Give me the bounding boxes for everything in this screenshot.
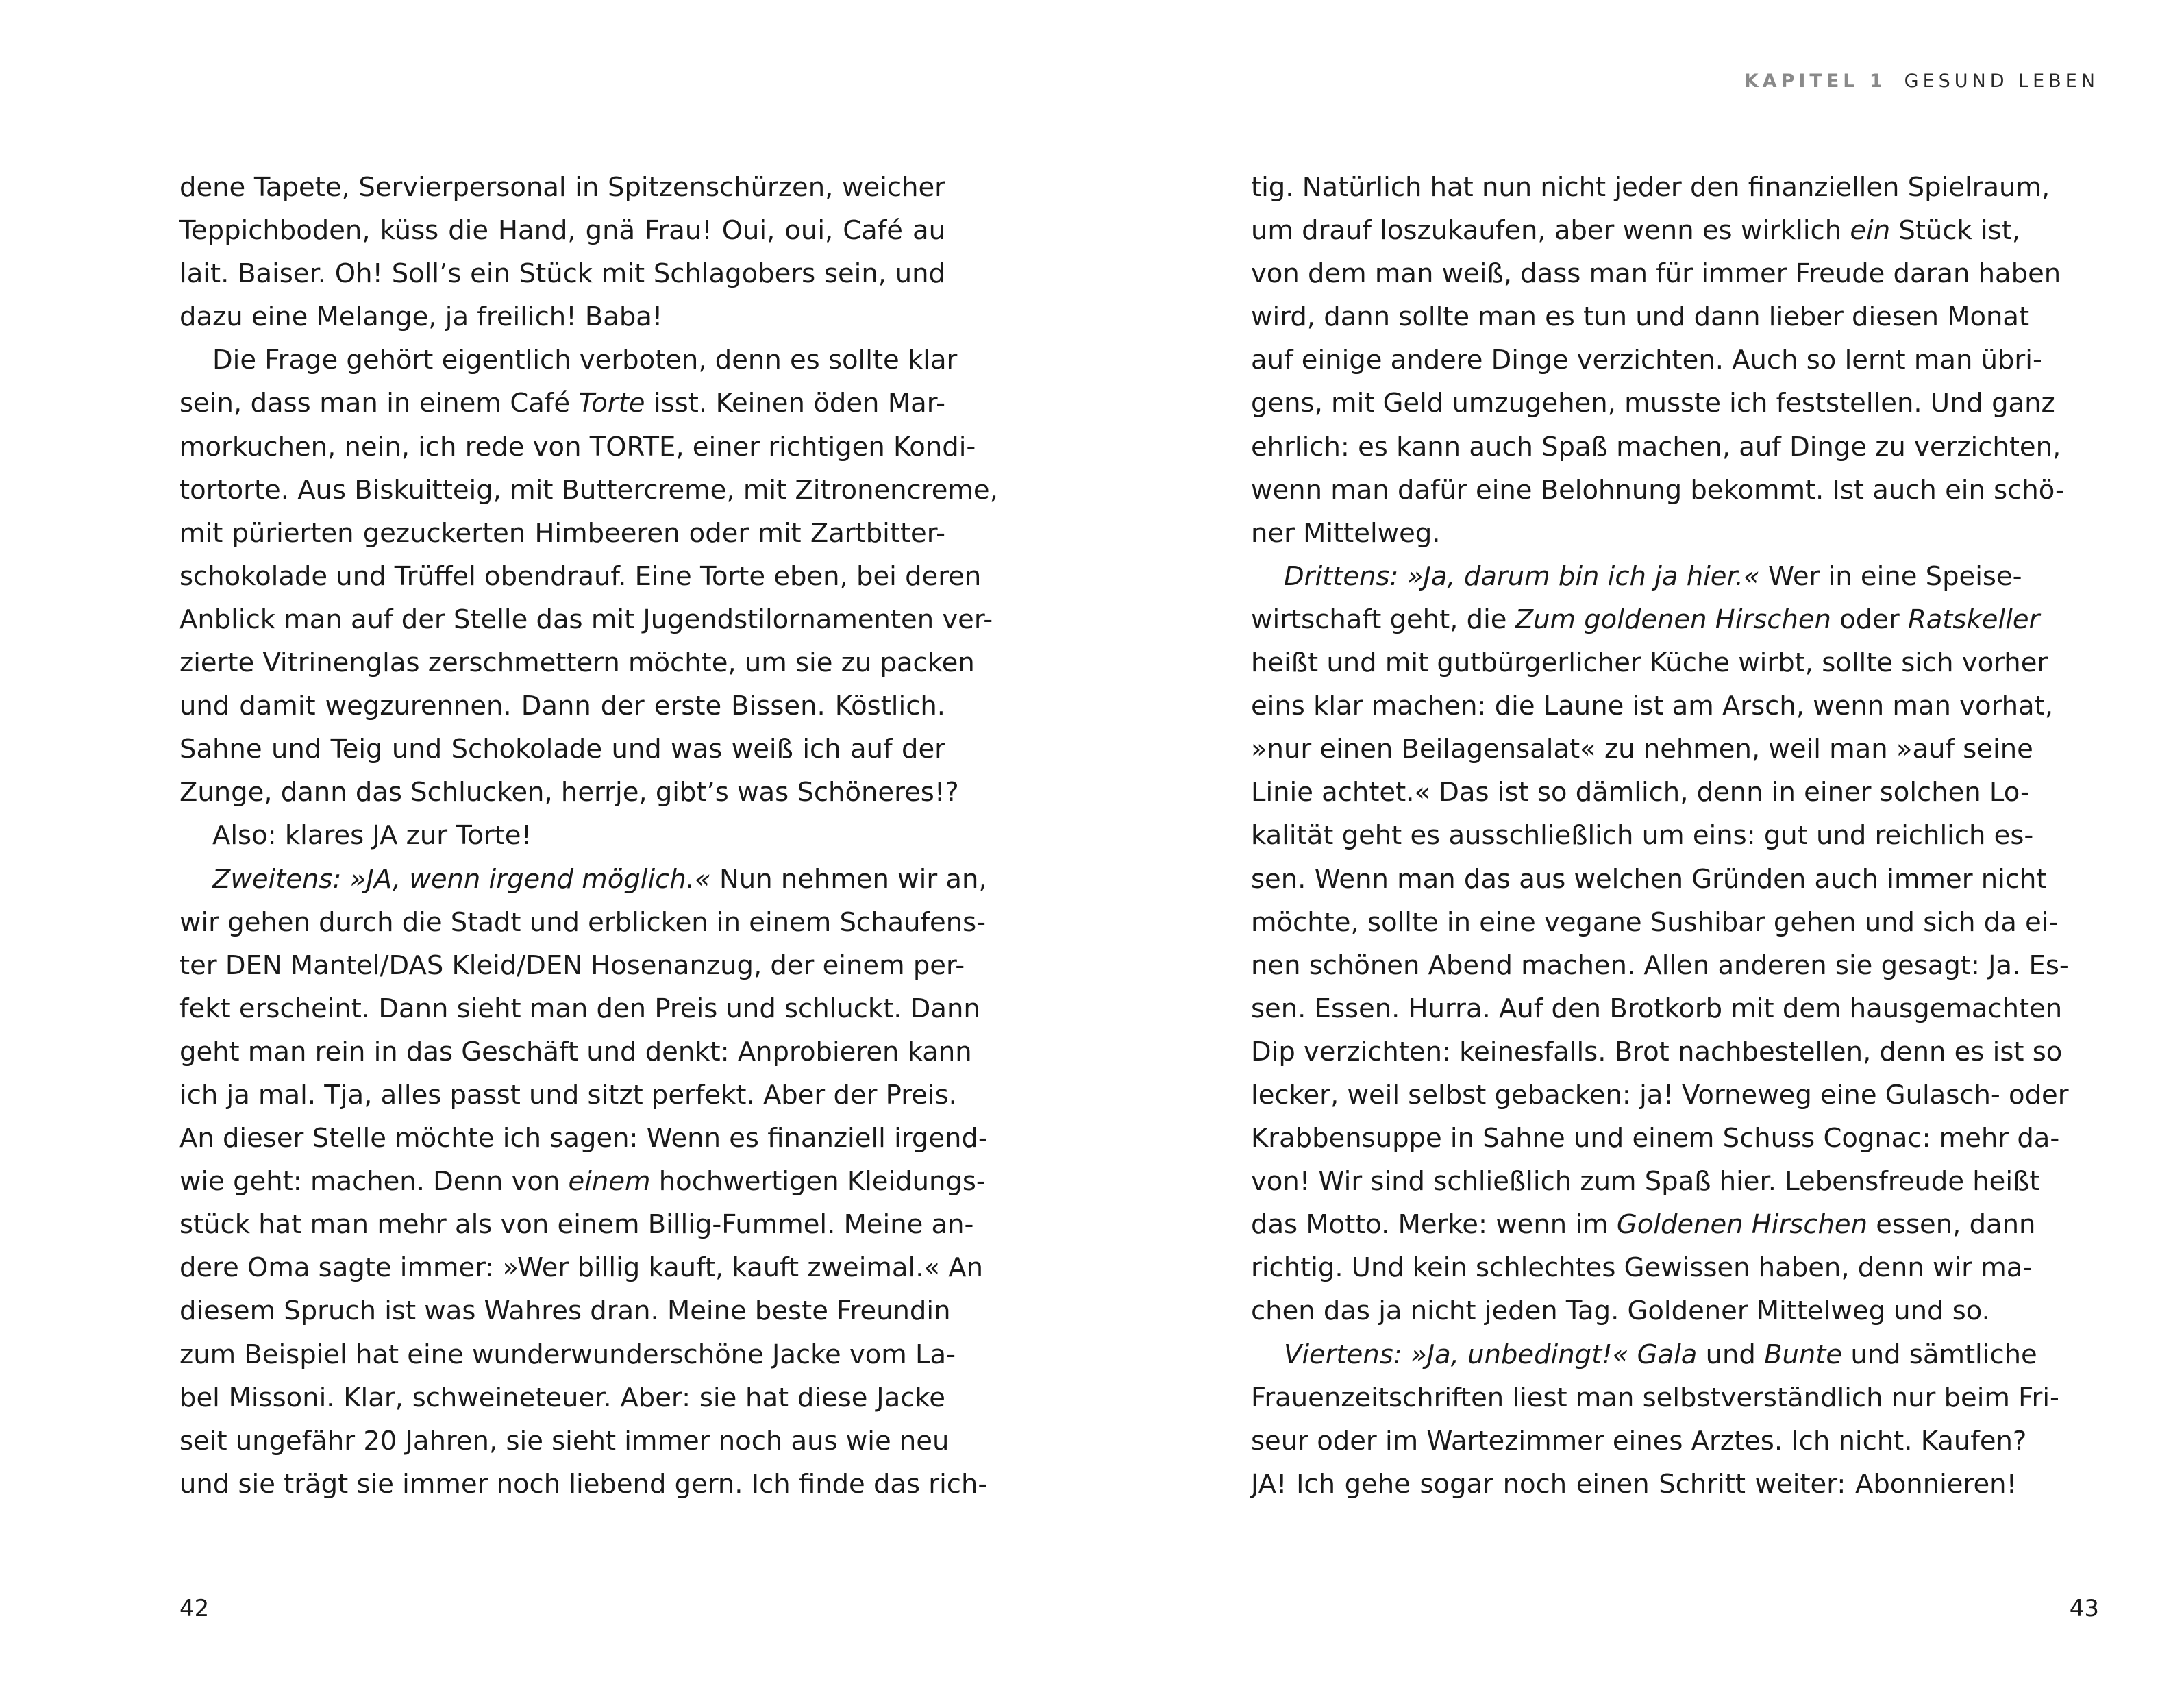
text-line [1251, 1289, 2017, 1332]
text-line [1251, 1376, 2059, 1419]
italic-text-segment: Torte [578, 388, 645, 419]
text-line [179, 1333, 956, 1376]
text-segment: isst. Keinen öden Mar- [645, 388, 945, 419]
italic-text-segment: Ratskeller [1907, 604, 2040, 635]
text-segment: das Motto. Merke: wenn im [1251, 1209, 1617, 1241]
text-line [1251, 295, 2030, 338]
text-line [179, 209, 945, 252]
text-segment: Dip verzichten: keinesfalls. Brot nachbestellen, denn es ist so [1251, 1036, 2063, 1067]
text-segment: schokolade und Trüffel obendrauf. Eine Torte eben, bei deren [179, 560, 982, 592]
italic-text-segment: ein [1850, 215, 1891, 247]
text-line [179, 338, 958, 382]
text-segment: von! Wir sind schließlich zum Spaß hier. Lebensfreude heißt [1251, 1166, 2040, 1198]
text-line [1251, 338, 2042, 382]
text-line [179, 425, 976, 469]
text-segment: nen schönen Abend machen. Allen anderen sie gesagt: Ja. Es- [1251, 950, 2069, 981]
text-line [1251, 469, 2065, 512]
text-segment: wie geht: machen. Denn von [179, 1166, 569, 1198]
text-segment: zum Beispiel hat eine wunderwunderschöne Jacke vom La- [179, 1339, 956, 1370]
text-line [1251, 209, 2021, 252]
text-segment: bel Missoni. Klar, schweineteuer. Aber: sie hat diese Jacke [179, 1382, 945, 1413]
text-line [179, 512, 945, 555]
text-segment: JA! Ich gehe sogar noch einen Schritt weiter: Abonnieren! [1251, 1468, 2017, 1500]
text-segment: heißt und mit gutbürgerlicher Küche wirbt, sollte sich vorher [1251, 647, 2048, 679]
text-line [179, 814, 945, 857]
text-line [1251, 425, 2061, 469]
text-line [1251, 1117, 2060, 1160]
text-line [179, 166, 945, 209]
italic-text-segment: Zum goldenen Hirschen [1515, 604, 1831, 635]
text-segment: geht man rein in das Geschäft und denkt: Anprobieren kann [179, 1036, 972, 1067]
text-segment: lecker, weil selbst gebacken: ja! Vorneweg eine Gulasch- oder [1251, 1079, 2069, 1111]
text-segment: An dieser Stelle möchte ich sagen: Wenn es finanziell irgend- [179, 1123, 988, 1154]
text-segment: Linie achtet.« Das ist so dämlich, denn in einer solchen Lo- [1251, 777, 2030, 808]
text-segment: Frauenzeitschriften liest man selbstverständlich nur beim Fri- [1251, 1382, 2059, 1413]
chapter-title: GESUND LEBEN [1904, 71, 2099, 92]
text-line [179, 295, 945, 338]
text-line [179, 1117, 988, 1160]
text-line [179, 252, 945, 295]
text-segment: seur oder im Wartezimmer eines Arztes. Ich nicht. Kaufen? [1251, 1425, 2027, 1456]
right-page-body-text [1251, 166, 2069, 1506]
italic-text-segment: Bunte [1764, 1339, 1843, 1370]
text-segment: hochwertigen Kleidungs- [650, 1166, 986, 1198]
text-segment: fekt erscheint. Dann sieht man den Preis und schluckt. Dann [179, 993, 980, 1024]
text-line [1251, 1160, 2040, 1203]
text-line [1251, 728, 2033, 771]
text-segment: Teppichboden, küss die Hand, gnä Frau! Oui, oui, Café au [179, 215, 945, 247]
text-segment: Anblick man auf der Stelle das mit Jugendstilornamenten ver- [179, 604, 993, 635]
text-line [1251, 1246, 2033, 1289]
text-line [179, 382, 945, 425]
text-line [1251, 987, 2063, 1030]
text-segment: essen, dann [1867, 1209, 2036, 1241]
text-segment: um drauf loszukaufen, aber wenn es wirklich [1251, 215, 1850, 247]
text-segment: Wer in eine Speise- [1759, 560, 2022, 592]
text-segment: Sahne und Teig und Schokolade und was weiß ich auf der [179, 734, 945, 765]
text-line [179, 1463, 988, 1506]
text-segment: stück hat man mehr als von einem Billig-Fummel. Meine an- [179, 1209, 974, 1241]
text-line [179, 901, 986, 944]
text-line [1251, 1030, 2063, 1074]
left-page-number: 42 [179, 1595, 210, 1622]
italic-text-segment: einem [568, 1166, 651, 1198]
text-segment: tortorte. Aus Biskuitteig, mit Buttercreme, mit Zitronencreme, [179, 474, 998, 506]
text-line [179, 598, 993, 641]
text-line [1251, 901, 2059, 944]
italic-text-segment: Zweitens: »JA, wenn irgend möglich.« [212, 863, 711, 895]
text-segment: lait. Baiser. Oh! Soll’s ein Stück mit Schlagobers sein, und [179, 258, 945, 290]
text-line [179, 944, 965, 987]
text-segment: morkuchen, nein, ich rede von TORTE, einer richtigen Kondi- [179, 431, 976, 462]
text-line [1251, 166, 2050, 209]
text-segment: ich ja mal. Tja, alles passt und sitzt perfekt. Aber der Preis. [179, 1079, 957, 1111]
text-segment: eins klar machen: die Laune ist am Arsch, wenn man vorhat, [1251, 691, 2053, 722]
text-line [179, 1419, 950, 1463]
text-line [1251, 684, 2053, 728]
text-line [1251, 382, 2055, 425]
italic-text-segment: Drittens: »Ja, darum bin ich ja hier.« [1284, 560, 1760, 592]
chapter-label: KAPITEL 1 [1744, 71, 1887, 92]
text-line [179, 1160, 986, 1203]
text-line [179, 1289, 951, 1332]
text-segment: zierte Vitrinenglas zerschmettern möchte, um sie zu packen [179, 647, 975, 679]
text-segment: auf einige andere Dinge verzichten. Auch so lernt man übri- [1251, 345, 2042, 376]
text-segment: wirtschaft geht, die [1251, 604, 1515, 635]
text-segment: richtig. Und kein schlechtes Gewissen haben, denn wir ma- [1251, 1252, 2033, 1284]
text-segment: diesem Spruch ist was Wahres dran. Meine beste Freundin [179, 1295, 951, 1327]
text-line [1251, 1419, 2027, 1463]
left-page-body-text [179, 166, 998, 1506]
text-line [1251, 814, 2034, 857]
text-line [1251, 512, 2017, 555]
text-segment: dene Tapete, Servierpersonal in Spitzenschürzen, weicher [179, 172, 945, 203]
text-segment: wenn man dafür eine Belohnung bekommt. Ist auch ein schö- [1251, 474, 2065, 506]
text-segment: ter DEN Mantel/DAS Kleid/DEN Hosenanzug, der einem per- [179, 950, 965, 981]
text-line [179, 728, 945, 771]
text-line [179, 1030, 972, 1074]
text-line [1251, 555, 2022, 598]
text-line [179, 858, 987, 901]
text-line [1251, 641, 2048, 684]
text-line [179, 555, 982, 598]
text-line [179, 1203, 974, 1246]
text-segment: sen. Wenn man das aus welchen Gründen auch immer nicht [1251, 863, 2047, 895]
text-line [1251, 944, 2069, 987]
text-segment: Krabbensuppe in Sahne und einem Schuss Cognac: mehr da- [1251, 1123, 2060, 1154]
text-segment: Stück ist, [1890, 215, 2021, 247]
text-segment: sen. Essen. Hurra. Auf den Brotkorb mit dem hausgemachten [1251, 993, 2063, 1024]
text-segment: ner Mittelweg. [1251, 517, 1441, 549]
text-segment: kalität geht es ausschließlich um eins: gut und reichlich es- [1251, 820, 2034, 852]
text-segment: und sie trägt sie immer noch liebend gern. Ich finde das rich- [179, 1468, 988, 1500]
text-line [179, 771, 959, 814]
text-line [179, 641, 975, 684]
text-segment: seit ungefähr 20 Jahren, sie sieht immer noch aus wie neu [179, 1425, 950, 1456]
text-segment: mit pürierten gezuckerten Himbeeren oder mit Zartbitter- [179, 517, 945, 549]
text-segment: und damit wegzurennen. Dann der erste Bissen. Köstlich. [179, 691, 945, 722]
text-line [179, 469, 998, 512]
text-segment: Also: klares JA zur Torte! [212, 820, 532, 852]
text-segment: dere Oma sagte immer: »Wer billig kauft, kauft zweimal.« An [179, 1252, 983, 1284]
text-segment: wird, dann sollte man es tun und dann lieber diesen Monat [1251, 301, 2030, 333]
text-segment: gens, mit Geld umzugehen, musste ich feststellen. Und ganz [1251, 388, 2055, 419]
text-segment: tig. Natürlich hat nun nicht jeder den finanziellen Spielraum, [1251, 172, 2050, 203]
text-segment: »nur einen Beilagensalat« zu nehmen, weil man »auf seine [1251, 734, 2033, 765]
text-line [1251, 1203, 2036, 1246]
text-line [179, 1074, 957, 1117]
text-segment: sein, dass man in einem Café [179, 388, 579, 419]
text-line [1251, 858, 2047, 901]
right-page-number: 43 [2069, 1595, 2099, 1622]
text-segment: von dem man weiß, dass man für immer Freude daran haben [1251, 258, 2061, 290]
text-line [1251, 1074, 2069, 1117]
text-segment: dazu eine Melange, ja freilich! Baba! [179, 301, 663, 333]
text-line [179, 1246, 983, 1289]
text-line [1251, 771, 2030, 814]
text-line [1251, 598, 2040, 641]
text-line [179, 1376, 945, 1419]
text-line [1251, 1463, 2017, 1506]
italic-text-segment: Gala [1637, 1339, 1698, 1370]
text-segment: ehrlich: es kann auch Spaß machen, auf Dinge zu verzichten, [1251, 431, 2061, 462]
text-line [1251, 252, 2061, 295]
text-segment: Nun nehmen wir an, [710, 863, 987, 895]
running-header [1744, 71, 2099, 92]
text-segment [1628, 1339, 1637, 1370]
text-segment: Zunge, dann das Schlucken, herrje, gibt’s was Schöneres!? [179, 777, 959, 808]
text-line [179, 987, 980, 1030]
text-segment: wir gehen durch die Stadt und erblicken in einem Schaufens- [179, 906, 986, 938]
text-line [1251, 1333, 2037, 1376]
right-page [1092, 0, 2184, 1699]
text-segment: chen das ja nicht jeden Tag. Goldener Mittelweg und so. [1251, 1295, 1990, 1327]
text-segment: und sämtliche [1842, 1339, 2037, 1370]
text-segment: Die Frage gehört eigentlich verboten, denn es sollte klar [212, 345, 958, 376]
text-line [179, 684, 945, 728]
text-segment: oder [1831, 604, 1908, 635]
text-segment: möchte, sollte in eine vegane Sushibar gehen und sich da ei- [1251, 906, 2059, 938]
italic-text-segment: Viertens: »Ja, unbedingt!« [1284, 1339, 1629, 1370]
text-segment: und [1697, 1339, 1765, 1370]
italic-text-segment: Goldenen Hirschen [1616, 1209, 1867, 1241]
